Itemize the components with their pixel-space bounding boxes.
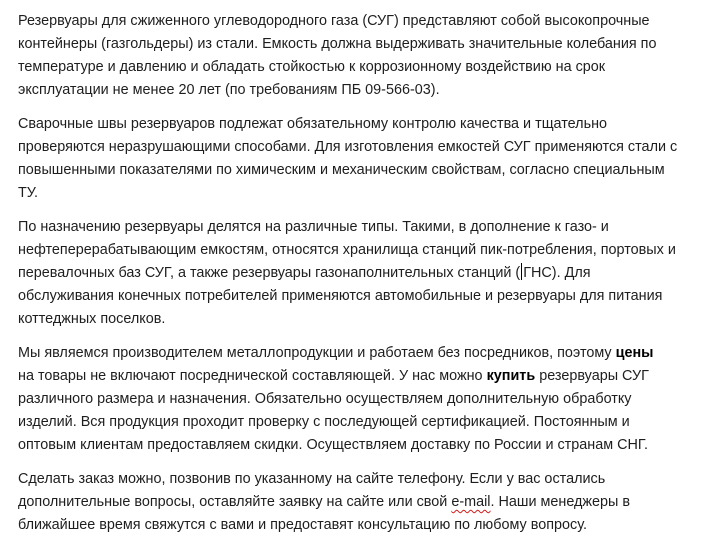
link-prices[interactable]: цены: [615, 345, 654, 361]
text-segment: на товары не включают посреднической составляющей. У нас можно: [18, 368, 487, 384]
text-line: эксплуатации не менее 20 лет (по требованиям ПБ 09-566-03).: [18, 82, 440, 98]
text-line: проверяются неразрушающими способами. Для изготовления емкостей СУГ применяются стали с: [18, 139, 678, 155]
paragraph-types: [18, 216, 696, 331]
text-line: нефтеперерабатывающим емкостям, относятся хранилища станций пик-потребления, портовых и: [18, 242, 676, 258]
text-line: [18, 262, 696, 285]
text-line: [18, 365, 696, 388]
text-line: повышенными показателями по химическим и механическим свойствам, согласно специальным: [18, 162, 665, 178]
text-line: различного размера и назначения. Обязательно осуществляем дополнительную обработку: [18, 391, 632, 407]
text-line: контейнеры (газгольдеры) из стали. Емкость должна выдерживать значительные колебания по: [18, 36, 657, 52]
text-segment: . Наши менеджеры в: [490, 494, 631, 510]
paragraph-order: [18, 468, 696, 537]
text-line: изделий. Вся продукция проходит проверку с последующей сертификацией. Постоянным и: [18, 414, 630, 430]
text-segment: перевалочных баз СУГ, а также резервуары газонаполнительных станций (: [18, 265, 521, 281]
link-buy[interactable]: купить: [486, 368, 536, 384]
text-line: Сварочные швы резервуаров подлежат обязательному контролю качества и тщательно: [18, 116, 608, 132]
paragraph-intro: [18, 10, 696, 102]
text-line: ближайшее время свяжутся с вами и предоставят консультацию по любому вопросу.: [18, 517, 587, 533]
text-line: коттеджных поселков.: [18, 311, 166, 327]
text-line: ТУ.: [18, 185, 39, 201]
text-line: температуре и давлению и обладать стойкостью к коррозионному воздействию на срок: [18, 59, 606, 75]
misspelled-word[interactable]: e-mail: [451, 494, 491, 510]
text-segment: ГНС). Для: [523, 265, 591, 281]
text-segment: резервуары СУГ: [535, 368, 649, 384]
text-segment: дополнительные вопросы, оставляйте заявку на сайте или свой: [18, 494, 452, 510]
paragraph-welding: [18, 113, 696, 205]
text-line: Сделать заказ можно, позвонив по указанному на сайте телефону. Если у вас остались: [18, 471, 606, 487]
text-line: оптовым клиентам предоставляем скидки. Осуществляем доставку по России и странам СНГ.: [18, 437, 648, 453]
text-line: [18, 491, 696, 514]
text-line: [18, 342, 696, 365]
text-line: По назначению резервуары делятся на различные типы. Такими, в дополнение к газо- и: [18, 219, 609, 235]
paragraph-producer: [18, 342, 696, 457]
text-line: обслуживания конечных потребителей применяются автомобильные и резервуары для питания: [18, 288, 663, 304]
text-segment: Мы являемся производителем металлопродукции и работаем без посредников, поэтому: [18, 345, 616, 361]
text-line: Резервуары для сжиженного углеводородного газа (СУГ) представляют собой высокопрочные: [18, 13, 650, 29]
